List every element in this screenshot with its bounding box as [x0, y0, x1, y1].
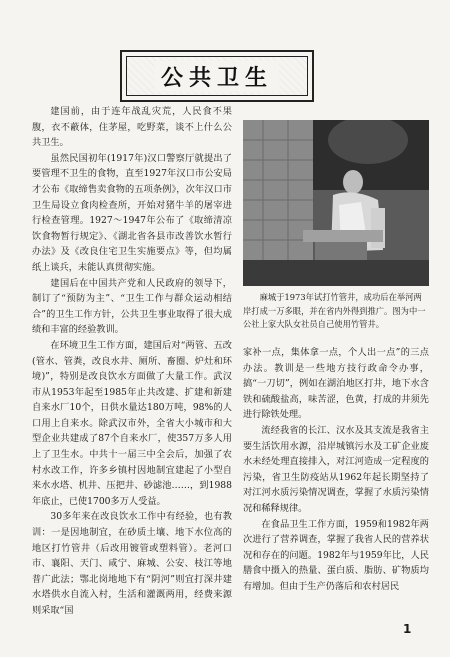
- left-column: [32, 104, 232, 639]
- page-number: 1: [403, 622, 412, 636]
- paragraph: 家补一点，集体拿一点，个人出一点”的三点办法。教训是一些地方技行政命令办事，搞“一刀切”，例如在湖泊地区打井，地下水含铁和硫酸盐高，味苦涩，色黄，打成的井须先进行除铁处理。: [243, 347, 429, 421]
- paragraph: 建国后在中国共产党和人民政府的领导下，制订了“预防为主”、“卫生工作与群众运动相结合”的卫生工作方针，公共卫生事业取得了很大成绩和丰富的经验教训。: [32, 277, 232, 336]
- paragraph: 建国前，由于连年战乱灾荒，人民食不果腹，衣不蔽体，住茅屋，吃野菜，谈不上什么公共卫生。: [32, 106, 232, 149]
- caption-text: 麻城于1973年试打竹管井，成功后在举河两岸打成一万多眼，并在省内外得到推广。图为中一公社上家大队女社员自己使用竹管井。: [243, 292, 426, 329]
- paragraph: 流经我省的长江、汉水及其支流是我省主要生活饮用水源，沿岸城镇污水及工矿企业废水未经处理直接排入，对江河造成一定程度的污染，省卫生防疫站从1962年起长期坚持了对江河水质污染情况调查，掌握了水质污染情况和稀释规律。: [243, 424, 429, 514]
- title-ornament: [126, 56, 308, 96]
- well-photo: [243, 120, 429, 286]
- paragraph: 30多年来在改良饮水工作中有经验，也有教训：一是因地制宜，在砂质土壤、地下水位高的地区打竹管井（后改用镀管或塑料管）。老河口市、襄阳、天门、咸宁、麻城、公安、枝江等地普广此法；鄂北岗地地下有“阴河”则宜打深井建水塔供水自流入村，生活和灌溉两用，经费来源则采取“国: [32, 511, 232, 616]
- title-frame: [120, 50, 314, 102]
- paragraph: 在环境卫生工作方面，建国后对“两管、五改(管水、管粪，改良水井、厕所、畜圈、炉灶和环境)”，特别是改良饮水方面做了大量工作。武汉市从1953年起至1985年止共改建、扩建和新建自来水厂10个，日供水量达180万吨，98%的人口用上自来水。除武汉市外，全省大小城市和大型企业共建成了87个自来水厂，使357万多人用上了卫生水。中共十一届三中全会后，加强了农村水改工作，许多乡镇村因地制宜建起了小型自来水水塔、机井、压把井、砂滤池……，到1988年底止，已使1700多万人受益。: [32, 339, 232, 507]
- photo-caption: [243, 291, 429, 332]
- right-column: [243, 345, 429, 635]
- page-title: 公共卫生: [155, 61, 279, 92]
- paragraph: 虽然民国初年(1917年)汉口警察厅就提出了要管理不卫生的食物，直至1927年汉口市公安局才公布《取缔售卖食物的五项条例》，次年汉口市卫生局设立食肉检查所，开始对猪牛羊的屠宰进行检查管理。1927～1947年公布了《取缔清凉饮食物暂行规定》、《湖北省各县市改善饮水暂行办法》及《改良住宅卫生实施要点》等，但均属纸上谈兵，未能认真贯彻实施。: [32, 152, 232, 273]
- paragraph: 在食品卫生工作方面，1959和1982年两次进行了营养调查，掌握了我省人民的营养状况和存在的问题。1982年与1959年比，人民膳食中摄入的热量、蛋白质、脂肪、矿物质均有增加。但由于生产仍落后和农村居民: [243, 518, 429, 592]
